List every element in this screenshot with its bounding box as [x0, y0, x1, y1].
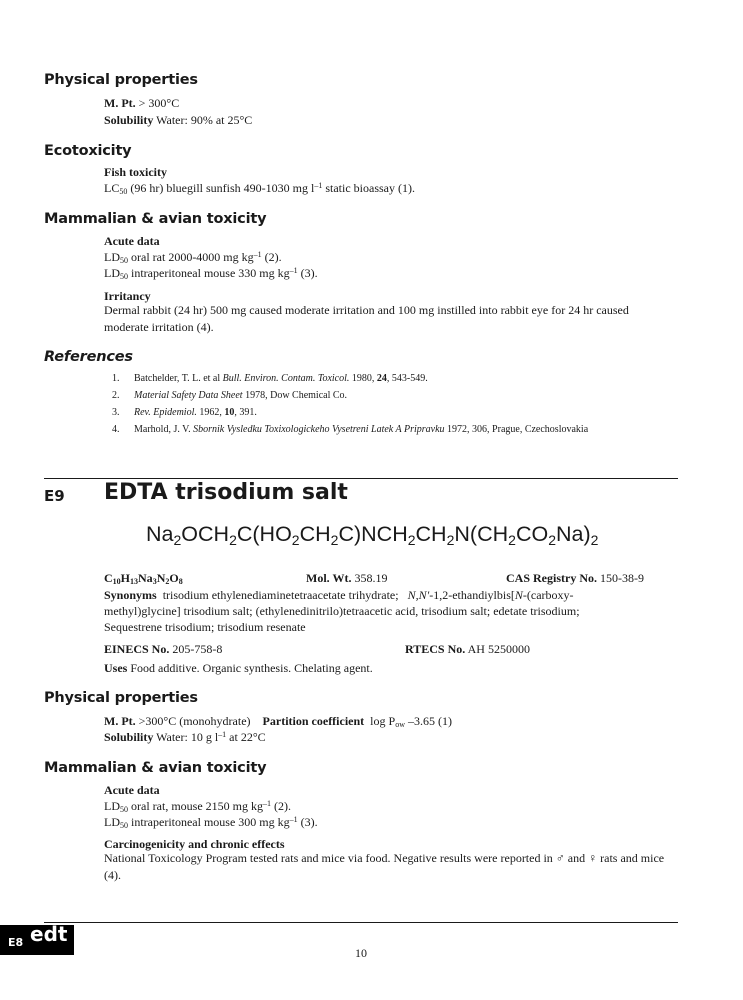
melting-point: M. Pt. > 300°C [104, 96, 180, 110]
synonyms-line-3: Sequestrene trisodium; trisodium resenate [104, 620, 306, 634]
reference-item: 4. Marhold, J. V. Sbornik Vysledku Toxixologickeho Vysetreni Latek A Pripravku 1972, 306, Prague, Czechoslovakia [112, 424, 589, 435]
reference-item: 1. Batchelder, T. L. et al Bull. Environ. Contam. Toxicol. 1980, 24, 543-549. [112, 373, 428, 384]
synonyms-line-1: Synonyms trisodium ethylenediaminetetraacetate trihydrate; N,N′-1,2-ethandiylbis[N-(carboxy- [104, 588, 574, 602]
carcinogenicity-text: National Toxicology Program tested rats and mice via food. Negative results were reported in ♂ and ♀ rats and mice (4). [104, 851, 665, 882]
footer-code: E8 [8, 936, 24, 949]
solubility-2: Solubility Water: 10 g $l^{-1}$ at 22°C [104, 730, 266, 744]
acute-data-label-2: Acute data [104, 783, 160, 797]
molecular-weight: Mol. Wt. 358.19 [306, 571, 388, 585]
footer-divider [44, 922, 678, 923]
acute-data-line-2: $LD_{50}$ intraperitoneal mouse 330 mg $kg^{-1}$ (3). [104, 266, 318, 281]
footer-tab [0, 922, 74, 955]
acute-data-label: Acute data [104, 234, 160, 248]
reference-item: 2. Material Safety Data Sheet 1978, Dow Chemical Co. [112, 390, 348, 401]
structural-formula: $Na_2OCH_2C(HO_2CH_2C)NCH_2CH_2N(CH_2CO_2Na)_2$ [146, 522, 599, 548]
irritancy-label: Irritancy [104, 289, 151, 303]
entry-code: E9 [44, 487, 65, 505]
melting-point-2: M. Pt. >300°C (monohydrate) Partition coefficient $\log P_{ow}$ –3.65 (1) [104, 714, 452, 729]
reference-item: 3. Rev. Epidemiol. 1962, 10, 391. [112, 407, 257, 418]
molecular-formula: $C_{10}H_{13}Na_3N_2O_8$ [104, 571, 183, 586]
solubility: Solubility Water: 90% at 25°C [104, 113, 253, 127]
rtecs-number: RTECS No. AH 5250000 [405, 642, 530, 656]
fish-toxicity-value: $LC_{50}$ (96 hr) bluegill sunfish 490-1030 mg $l^{-1}$ static bioassay (1). [104, 181, 415, 196]
cas-registry-number: CAS Registry No. 150-38-9 [506, 571, 644, 585]
acute-data-2-line-1: $LD_{50}$ oral rat, mouse 2150 mg $kg^{-1}$ (2). [104, 799, 291, 814]
physical-properties-heading-2: Physical properties [44, 690, 198, 706]
page-number: 10 [355, 946, 367, 960]
synonyms-line-2: methyl)glycine] trisodium salt; (ethylenedinitrilo)tetraacetic acid, trisodium salt; edetate trisodium; [104, 604, 580, 618]
uses: Uses Food additive. Organic synthesis. Chelating agent. [104, 661, 373, 675]
mammalian-toxicity-heading-2: Mammalian & avian toxicity [44, 760, 267, 776]
mammalian-toxicity-heading: Mammalian & avian toxicity [44, 211, 267, 227]
irritancy-text: Dermal rabbit (24 hr) 500 mg caused moderate irritation and 100 mg instilled into rabbit eye for 24 hr caused moderate irritation (4). [104, 303, 629, 334]
references-list [112, 370, 588, 438]
ecotoxicity-heading: Ecotoxicity [44, 143, 132, 159]
entry-divider [44, 478, 678, 479]
footer-name: edt [30, 922, 68, 946]
acute-data-line-1: $LD_{50}$ oral rat 2000-4000 mg $kg^{-1}$ (2). [104, 250, 282, 265]
references-heading: References [44, 349, 133, 365]
einecs-number: EINECS No. 205-758-8 [104, 642, 223, 656]
physical-properties-heading: Physical properties [44, 72, 198, 88]
acute-data-2-line-2: $LD_{50}$ intraperitoneal mouse 300 mg $kg^{-1}$ (3). [104, 815, 318, 830]
fish-toxicity-label: Fish toxicity [104, 165, 167, 179]
entry-title: EDTA trisodium salt [104, 480, 348, 505]
carcinogenicity-label: Carcinogenicity and chronic effects [104, 837, 285, 851]
